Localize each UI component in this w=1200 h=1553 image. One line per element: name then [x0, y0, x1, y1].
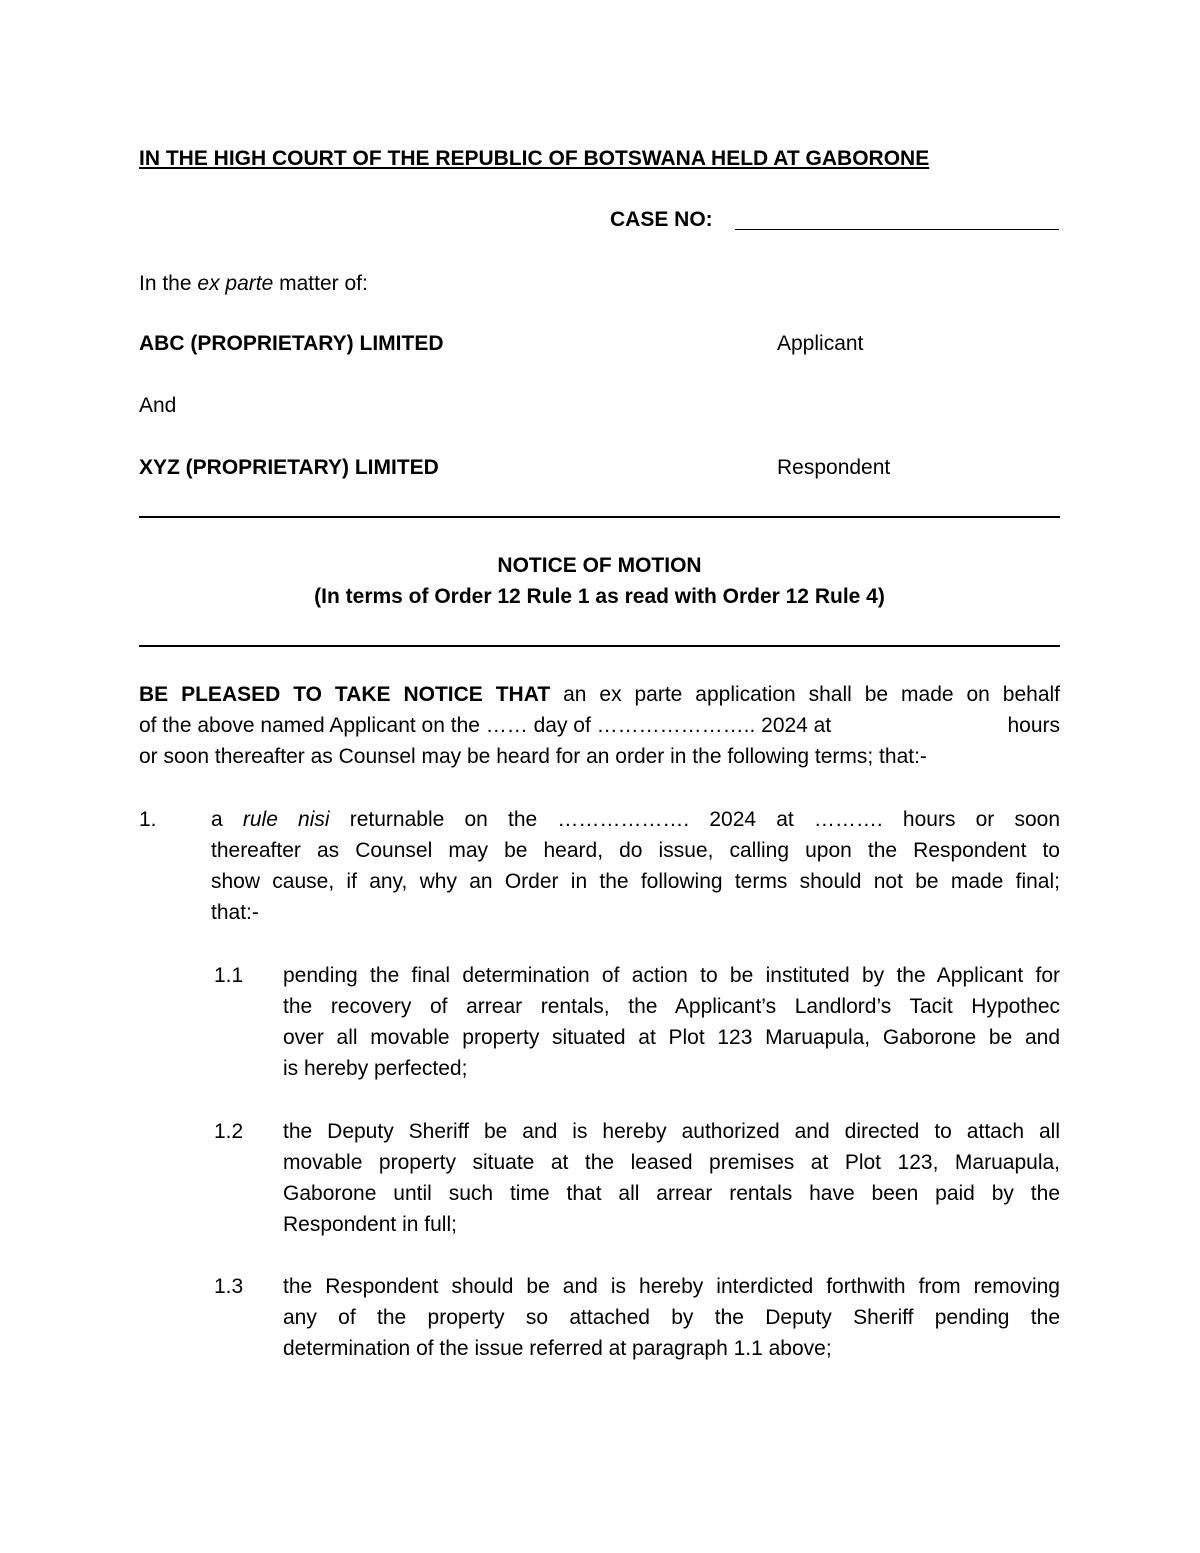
- subitem-line: any of the property so attached by the Deputy Sheriff pending the: [283, 1306, 1060, 1329]
- subitem-1-3-text: [283, 1271, 1060, 1364]
- parties-conjunction: And: [139, 394, 177, 417]
- subitem-line: over all movable property situated at Plot 123 Maruapula, Gaborone be and: [283, 1026, 1060, 1049]
- item-1-text: [211, 804, 1060, 928]
- matter-prefix: In the: [139, 272, 198, 295]
- court-heading: IN THE HIGH COURT OF THE REPUBLIC OF BOTSWANA HELD AT GABORONE: [139, 147, 930, 170]
- motion-subtitle: (In terms of Order 12 Rule 1 as read with Order 12 Rule 4): [314, 585, 885, 608]
- subitem-line: pending the final determination of action to be instituted by the Applicant for: [283, 964, 1060, 987]
- divider-top: [139, 516, 1060, 518]
- divider-bottom: [139, 645, 1060, 647]
- intro-bold-lead: BE PLEASED TO TAKE NOTICE THAT: [139, 683, 551, 706]
- subitem-line: movable property situate at the leased premises at Plot 123, Maruapula,: [283, 1151, 1060, 1174]
- subitem-1-1-text: [283, 960, 1060, 1084]
- subitem-line: Gaborone until such time that all arrear rentals have been paid by the: [283, 1182, 1060, 1205]
- respondent-role: Respondent: [777, 456, 891, 479]
- subitem-line: the Deputy Sheriff be and is hereby authorized and directed to attach all: [283, 1120, 1060, 1143]
- rule-nisi: rule nisi: [242, 808, 330, 831]
- motion-title: NOTICE OF MOTION: [497, 554, 702, 577]
- subitem-1-3-number: 1.3: [214, 1275, 244, 1298]
- case-number-label: CASE NO:: [610, 208, 713, 231]
- intro-line-2: of the above named Applicant on the …… day of ………………….. 2024 at hours: [139, 710, 1060, 741]
- subitem-line: the Respondent should be and is hereby interdicted forthwith from removing: [283, 1275, 1060, 1298]
- applicant-name: ABC (PROPRIETARY) LIMITED: [139, 332, 444, 355]
- subitem-1-2-text: [283, 1116, 1060, 1240]
- subitem-line: the recovery of arrear rentals, the Applicant’s Landlord’s Tacit Hypothec: [283, 995, 1060, 1018]
- intro-line-3: or soon thereafter as Counsel may be heard for an order in the following terms; that:-: [139, 745, 927, 768]
- item-1-line: a rule nisi returnable on the ………………. 2024 at ………. hours or soon: [211, 808, 1060, 831]
- matter-ex-parte: ex parte: [197, 272, 274, 295]
- case-number-blank-line: [735, 229, 1059, 230]
- applicant-role: Applicant: [777, 332, 864, 355]
- subitem-line: is hereby perfected;: [283, 1057, 468, 1080]
- subitem-line: determination of the issue referred at paragraph 1.1 above;: [283, 1337, 832, 1360]
- intro-hours: hours: [1007, 714, 1060, 737]
- subitem-1-2-number: 1.2: [214, 1120, 244, 1143]
- matter-suffix: matter of:: [273, 272, 368, 295]
- item-1-line: that:-: [211, 901, 259, 924]
- item-1-line: thereafter as Counsel may be heard, do issue, calling upon the Respondent to: [211, 839, 1060, 862]
- intro-line-1: BE PLEASED TO TAKE NOTICE THAT an ex parte application shall be made on behalf: [139, 683, 1060, 706]
- intro-paragraph: [139, 679, 1060, 772]
- respondent-name: XYZ (PROPRIETARY) LIMITED: [139, 456, 439, 479]
- subitem-1-1-number: 1.1: [214, 964, 244, 987]
- matter-intro: [139, 268, 368, 299]
- item-1-number: 1.: [139, 808, 157, 831]
- item-1-line: show cause, if any, why an Order in the following terms should not be made final;: [211, 870, 1060, 893]
- subitem-line: Respondent in full;: [283, 1213, 457, 1236]
